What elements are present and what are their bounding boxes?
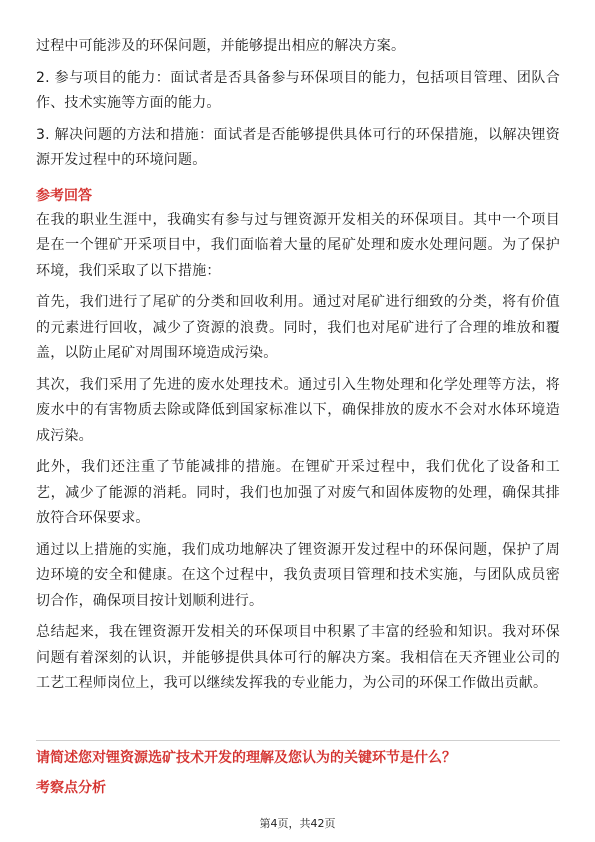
answer-paragraph-4: 此外，我们还注重了节能减排的措施。在锂矿开采过程中，我们优化了设备和工艺，减少了能源的消耗。同时，我们也加强了对废气和固体废物的处理，确保其排放符合环保要求。: [36, 459, 560, 526]
page-content: [36, 34, 560, 697]
intro-item-2: 2. 参与项目的能力：面试者是否具备参与环保项目的能力，包括项目管理、团队合作、技术实施等方面的能力。: [36, 69, 560, 111]
analysis-heading: 考察点分析: [36, 780, 106, 796]
answer-paragraph-3: 其次，我们采用了先进的废水处理技术。通过引入生物处理和化学处理等方法，将废水中的有害物质去除或降低到国家标准以下，确保排放的废水不会对水体环境造成污染。: [36, 376, 560, 444]
answer-paragraph-6: 总结起来，我在锂资源开发相关的环保项目中积累了丰富的经验和知识。我对环保问题有着深刻的认识，并能够提供具体可行的解决方案。我相信在天齐锂业公司的工艺工程师岗位上，我可以继续发挥我的专业能力，为公司的环保工作做出贡献。: [36, 624, 560, 691]
section-divider: [36, 740, 560, 741]
page-number-footer: 第4页，共42页: [259, 817, 336, 830]
answer-paragraph-5: 通过以上措施的实施，我们成功地解决了锂资源开发过程中的环保问题，保护了周边环境的安全和健康。在这个过程中，我负责项目管理和技术实施，与团队成员密切合作，确保项目按计划顺利进行。: [36, 541, 560, 609]
reference-answer-heading: 参考回答: [36, 187, 92, 204]
next-question-heading: 请简述您对锂资源选矿技术开发的理解及您认为的关键环节是什么？: [36, 750, 456, 766]
intro-item-3: 3. 解决问题的方法和措施：面试者是否能够提供具体可行的环保措施，以解决锂资源开发过程中的环境问题。: [36, 126, 560, 168]
intro-line-1: 过程中可能涉及的环保问题，并能够提出相应的解决方案。: [36, 38, 406, 54]
answer-paragraph-1: 在我的职业生涯中，我确实有参与过与锂资源开发相关的环保项目。其中一个项目是在一个锂矿开采项目中，我们面临着大量的尾矿处理和废水处理问题。为了保护环境，我们采取了以下措施：: [36, 211, 560, 279]
answer-paragraph-2: 首先，我们进行了尾矿的分类和回收利用。通过对尾矿进行细致的分类，将有价值的元素进行回收，减少了资源的浪费。同时，我们也对尾矿进行了合理的堆放和覆盖，以防止尾矿对周围环境造成污染。: [36, 294, 560, 361]
